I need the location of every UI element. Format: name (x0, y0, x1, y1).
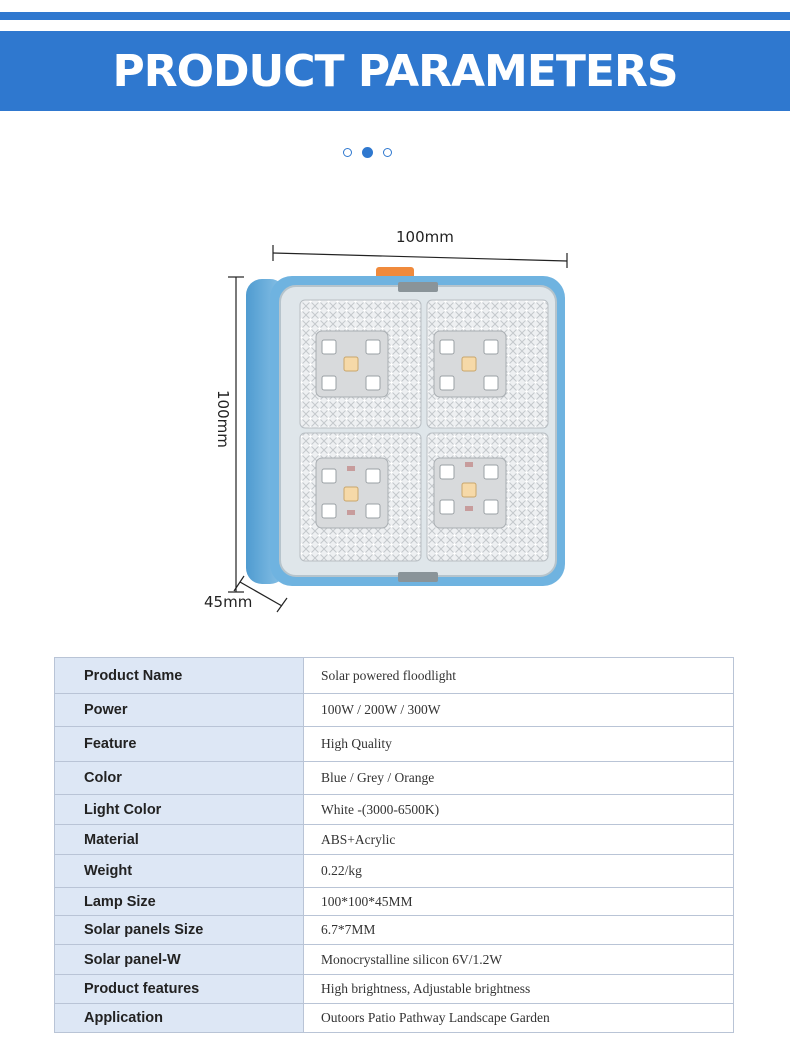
param-key: Light Color (55, 795, 304, 825)
param-key: Power (55, 694, 304, 727)
param-value: White -(3000-6500K) (304, 795, 734, 825)
param-value: 100*100*45MM (304, 888, 734, 916)
table-row (55, 694, 734, 727)
param-key: Application (55, 1004, 304, 1033)
param-value: Monocrystalline silicon 6V/1.2W (304, 945, 734, 975)
table-row (55, 888, 734, 916)
table-row (55, 658, 734, 694)
table-row (55, 916, 734, 945)
param-value: 0.22/kg (304, 855, 734, 888)
table-row (55, 825, 734, 855)
page-title: PRODUCT PARAMETERS (112, 45, 678, 97)
product-image (200, 225, 600, 625)
param-value: Outoors Patio Pathway Landscape Garden (304, 1004, 734, 1033)
param-key: Lamp Size (55, 888, 304, 916)
depth-dimension-label: 45mm (204, 593, 253, 611)
param-value: High brightness, Adjustable brightness (304, 975, 734, 1004)
table-row (55, 945, 734, 975)
param-key: Product features (55, 975, 304, 1004)
param-key: Solar panel-W (55, 945, 304, 975)
table-row (55, 727, 734, 762)
param-key: Solar panels Size (55, 916, 304, 945)
table-row (55, 855, 734, 888)
param-key: Feature (55, 727, 304, 762)
param-key: Product Name (55, 658, 304, 694)
table-row (55, 795, 734, 825)
table-row (55, 762, 734, 795)
param-value: High Quality (304, 727, 734, 762)
param-key: Material (55, 825, 304, 855)
width-dimension-label: 100mm (396, 228, 454, 246)
param-value: 6.7*7MM (304, 916, 734, 945)
param-value: Solar powered floodlight (304, 658, 734, 694)
param-key: Weight (55, 855, 304, 888)
param-value: 100W / 200W / 300W (304, 694, 734, 727)
param-value: ABS+Acrylic (304, 825, 734, 855)
table-row (55, 1004, 734, 1033)
table-row (55, 975, 734, 1004)
height-dimension-label: 100mm (214, 390, 232, 448)
parameters-table (54, 657, 734, 1033)
param-value: Blue / Grey / Orange (304, 762, 734, 795)
param-key: Color (55, 762, 304, 795)
